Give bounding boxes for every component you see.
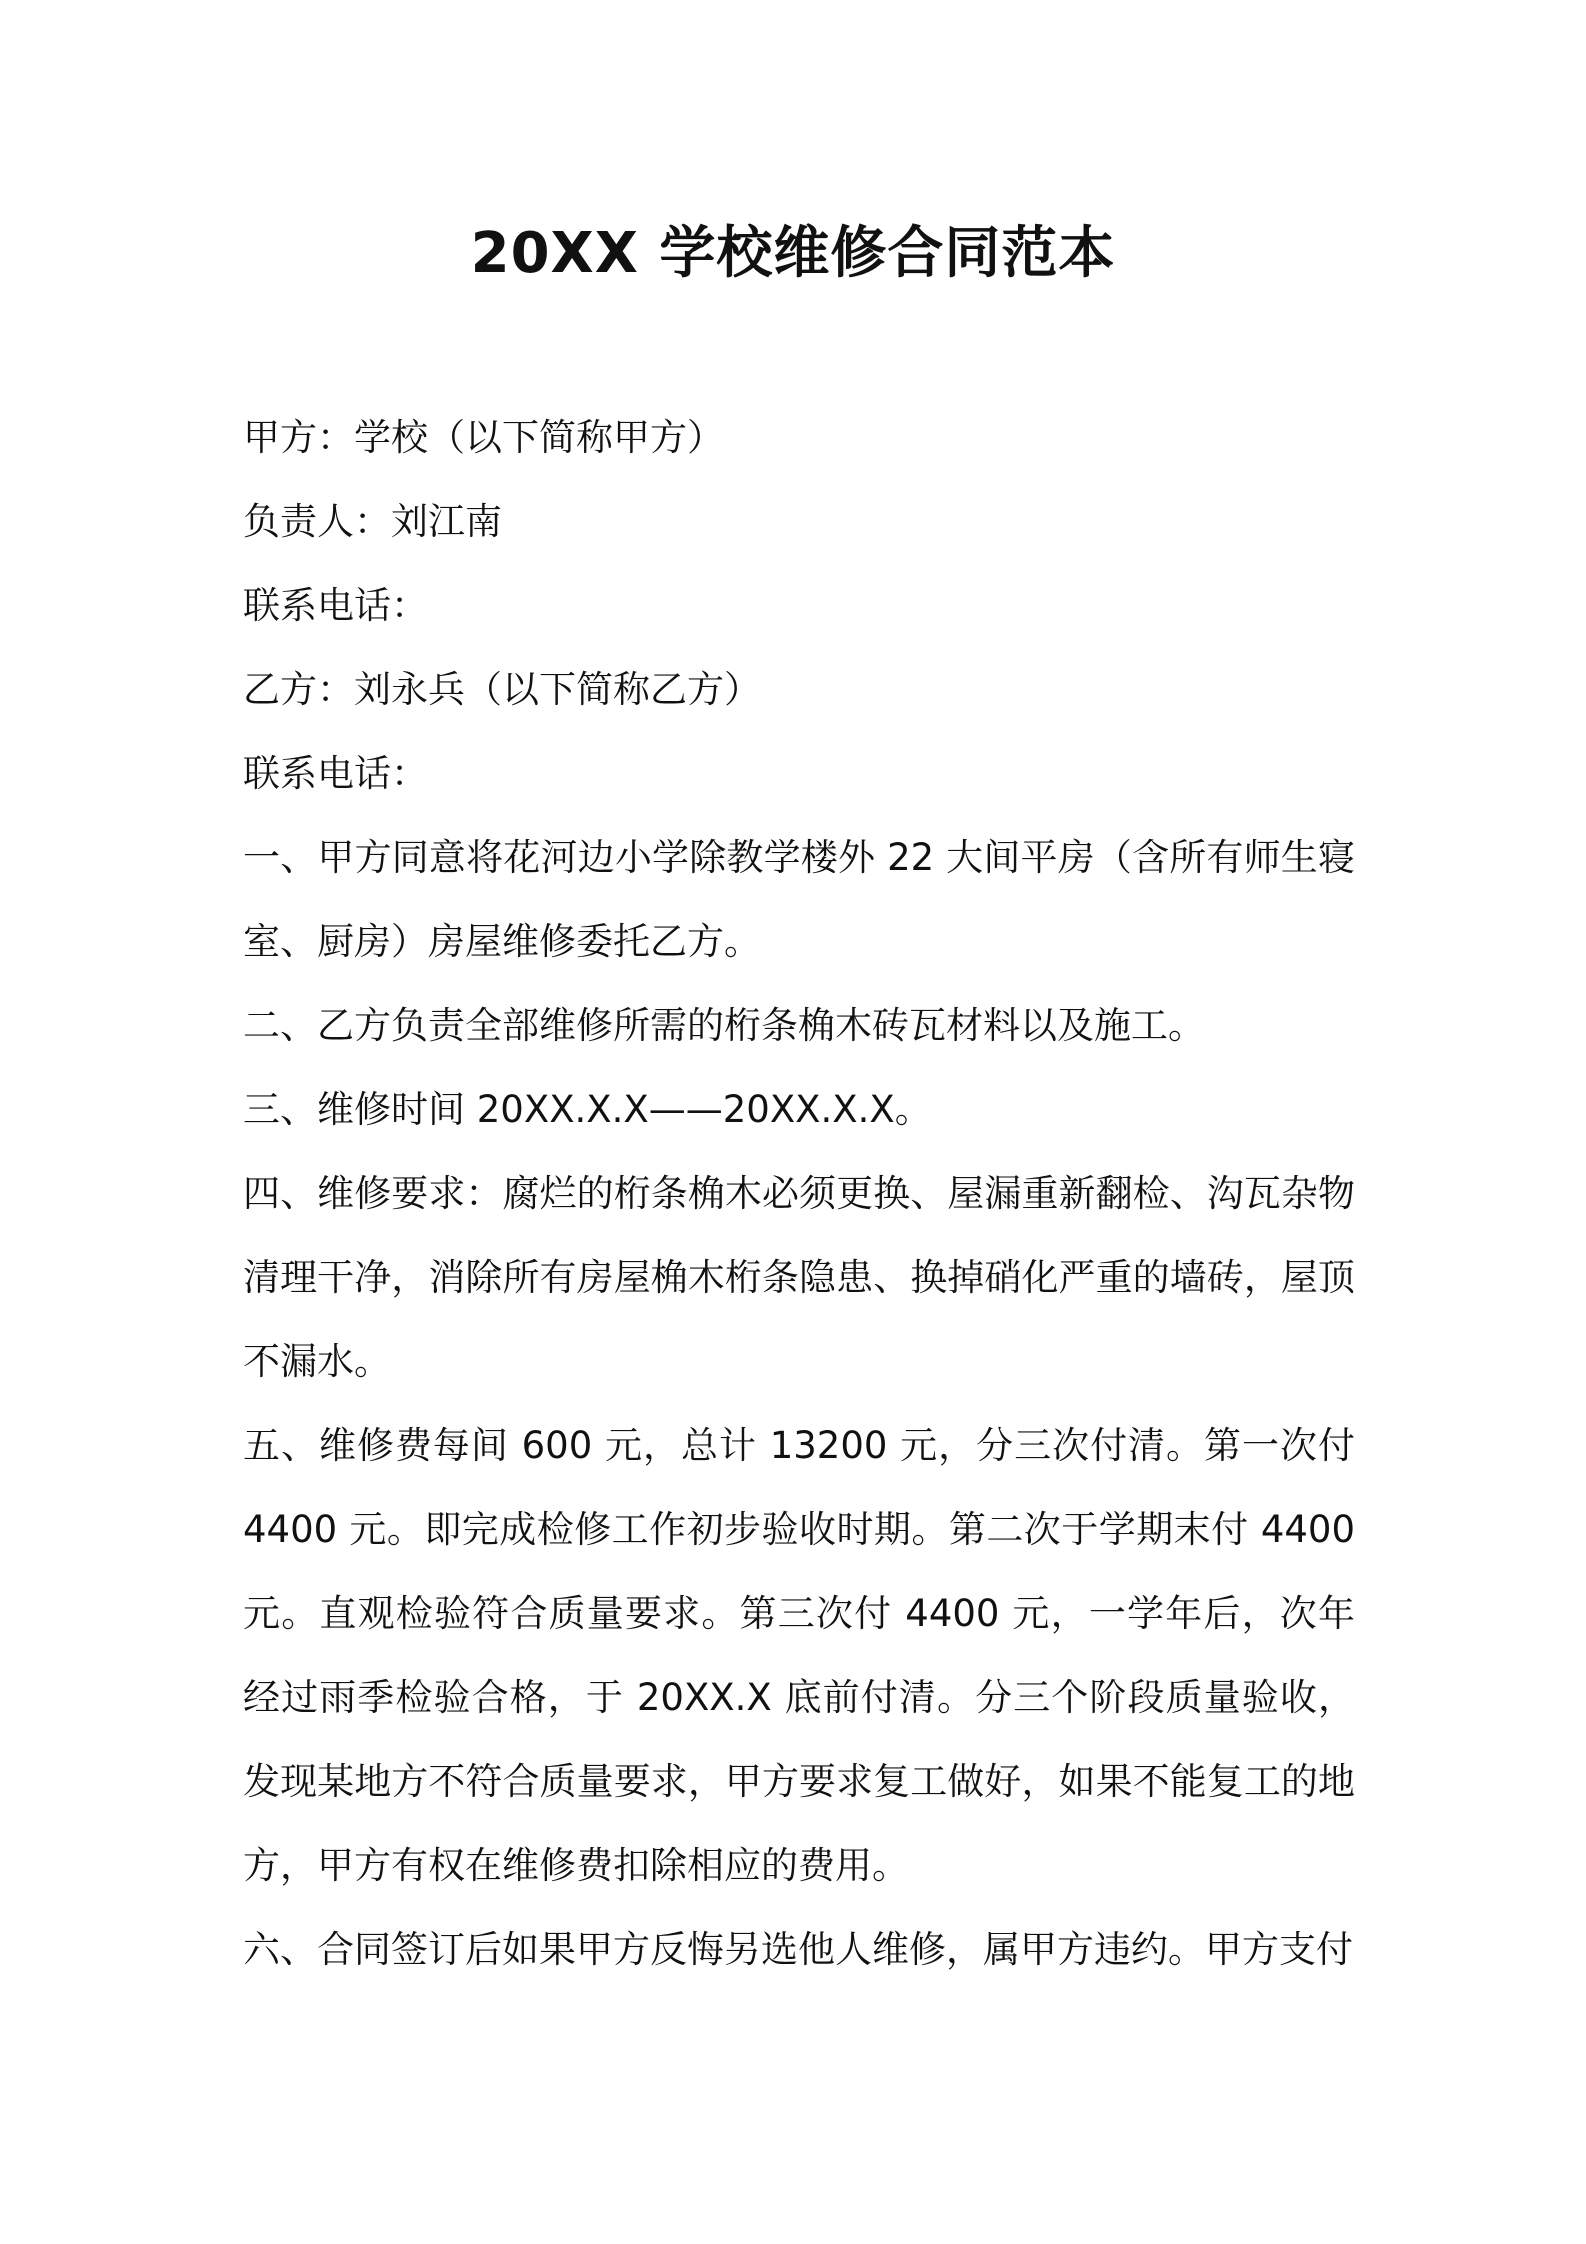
clause-3: 三、维修时间 20XX.X.X——20XX.X.X。 [243, 1088, 932, 1131]
clause-5: 五、维修费每间 600 元，总计 13200 元，分三次付清。第一次付 4400 元。即完成检修工作初步验收时期。第二次于学期末付 4400 元。直观检验符合质量要求。第三次付 4400 元，一学年后，次年经过雨季检验合格，于 20XX.X 底前付清。分三个阶段质量验收，发现某地方不符合质量要求，甲方要求复工做好，如果不能复工的地方，甲方有权在维修费扣除相应的费用。 [243, 1424, 1355, 1887]
responsible-person-line: 负责人：刘江南 [243, 500, 502, 543]
party-b-line: 乙方：刘永兵（以下简称乙方） [243, 668, 761, 711]
clause-2: 二、乙方负责全部维修所需的桁条桷木砖瓦材料以及施工。 [243, 1004, 1205, 1047]
party-a-phone-line: 联系电话： [243, 584, 428, 627]
clause-1: 一、甲方同意将花河边小学除教学楼外 22 大间平房（含所有师生寝室、厨房）房屋维修委托乙方。 [243, 836, 1355, 963]
document-title: 20XX 学校维修合同范本 [470, 221, 1116, 286]
clause-6: 六、合同签订后如果甲方反悔另选他人维修，属甲方违约。甲方支付 [243, 1928, 1353, 1971]
document-body [243, 396, 1355, 1992]
party-b-phone-line: 联系电话： [243, 752, 428, 795]
party-a-line: 甲方：学校（以下简称甲方） [243, 416, 724, 459]
clause-4: 四、维修要求：腐烂的桁条桷木必须更换、屋漏重新翻检、沟瓦杂物清理干净，消除所有房屋桷木桁条隐患、换掉硝化严重的墙砖，屋顶不漏水。 [243, 1172, 1355, 1383]
